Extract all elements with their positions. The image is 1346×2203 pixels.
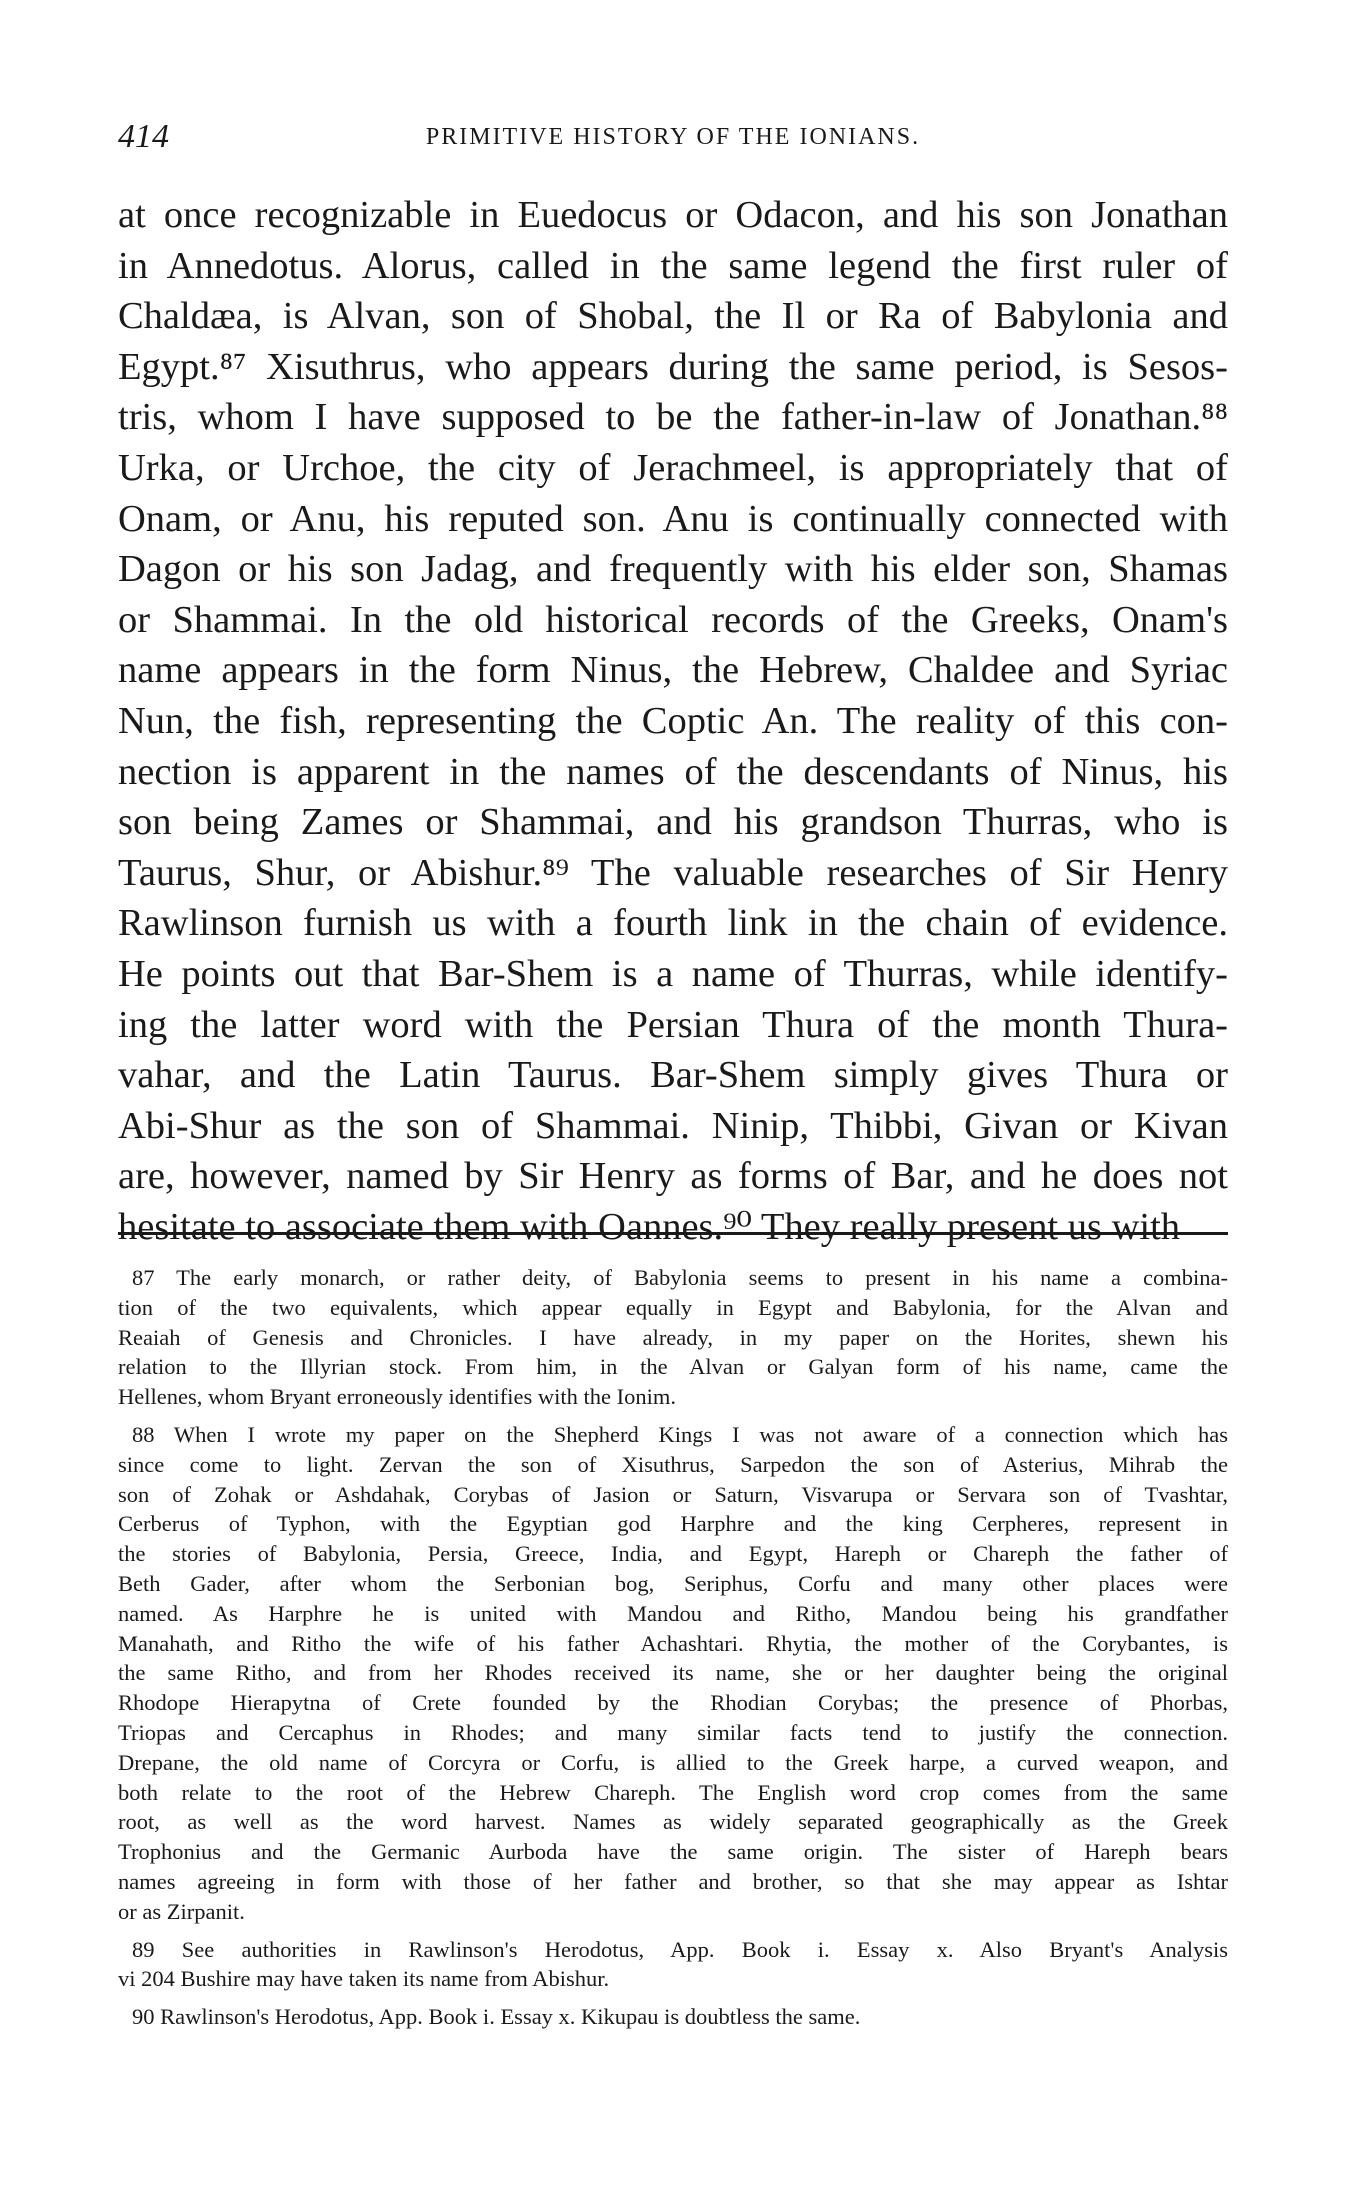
footnote-line: 90 Rawlinson's Herodotus, App. Book i. Essay x. Kikupau is doubtless the same. bbox=[132, 2004, 861, 2030]
text-line: hesitate to associate them with Oannes.⁹⁰ They really present us with bbox=[118, 1205, 1181, 1248]
footnote-divider bbox=[118, 1232, 1228, 1235]
text-line: in Annedotus. Alorus, called in the same legend the first ruler of bbox=[118, 244, 1228, 287]
footnote-line: Rhodope Hierapytna of Crete founded by the Rhodian Corybas; the presence of Phorbas, bbox=[118, 1690, 1228, 1716]
text-line: Urka, or Urchoe, the city of Jerachmeel, is appropriately that of bbox=[118, 446, 1228, 489]
footnote-90 bbox=[118, 2002, 1228, 2032]
footnote-line: the stories of Babylonia, Persia, Greece, India, and Egypt, Hareph or Chareph the father of bbox=[118, 1541, 1228, 1567]
text-line: Onam, or Anu, his reputed son. Anu is continually connected with bbox=[118, 497, 1228, 540]
text-line: He points out that Bar-Shem is a name of Thurras, while identify- bbox=[118, 952, 1228, 995]
text-line: Dagon or his son Jadag, and frequently with his elder son, Shamas bbox=[118, 548, 1228, 591]
text-line: Egypt.⁸⁷ Xisuthrus, who appears during the same period, is Sesos- bbox=[118, 345, 1228, 388]
footnote-line: since come to light. Zervan the son of Xisuthrus, Sarpedon the son of Asterius, Mihrab the bbox=[118, 1451, 1228, 1477]
footnote-line: root, as well as the word harvest. Names as widely separated geographically as the Greek bbox=[118, 1809, 1228, 1835]
footnote-line: both relate to the root of the Hebrew Chareph. The English word crop comes from the same bbox=[118, 1779, 1228, 1805]
footnotes bbox=[118, 1263, 1228, 2032]
footnote-88 bbox=[118, 1420, 1228, 1927]
footnote-line: Triopas and Cercaphus in Rhodes; and many similar facts tend to justify the connection. bbox=[118, 1719, 1228, 1745]
text-line: tris, whom I have supposed to be the father-in-law of Jonathan.⁸⁸ bbox=[118, 396, 1228, 439]
footnote-line: Manahath, and Ritho the wife of his father Achashtari. Rhytia, the mother of the Corybantes, is bbox=[118, 1630, 1228, 1656]
text-line: vahar, and the Latin Taurus. Bar-Shem simply gives Thura or bbox=[118, 1054, 1228, 1097]
running-title: PRIMITIVE HISTORY OF THE IONIANS. bbox=[425, 124, 921, 150]
text-line: Chaldæa, is Alvan, son of Shobal, the Il or Ra of Babylonia and bbox=[118, 295, 1228, 338]
footnote-89 bbox=[118, 1935, 1228, 1995]
footnote-line: 89 See authorities in Rawlinson's Herodotus, App. Book i. Essay x. Also Bryant's Analysis bbox=[132, 1936, 1228, 1962]
text-line: are, however, named by Sir Henry as forms of Bar, and he does not bbox=[118, 1155, 1228, 1198]
footnote-line: 87 The early monarch, or rather deity, of Babylonia seems to present in his name a combina- bbox=[132, 1265, 1228, 1290]
text-line: at once recognizable in Euedocus or Odacon, and his son Jonathan bbox=[118, 194, 1228, 236]
footnote-line: Drepane, the old name of Corcyra or Corfu, is allied to the Greek harpe, a curved weapon, and bbox=[118, 1749, 1228, 1775]
text-line: Nun, the fish, representing the Coptic An. The reality of this con- bbox=[118, 699, 1228, 742]
footnote-line: Beth Gader, after whom the Serbonian bog, Seriphus, Corfu and many other places were bbox=[118, 1570, 1228, 1596]
page-number: 414 bbox=[118, 118, 169, 155]
footnote-line: Hellenes, whom Bryant erroneously identifies with the Ionim. bbox=[118, 1384, 677, 1410]
footnote-line: son of Zohak or Ashdahak, Corybas of Jasion or Saturn, Visvarupa or Servara son of Tvashtar, bbox=[118, 1481, 1228, 1507]
main-text bbox=[118, 190, 1228, 1252]
text-line: or Shammai. In the old historical records of the Greeks, Onam's bbox=[118, 598, 1228, 641]
footnote-line: 88 When I wrote my paper on the Shepherd Kings I was not aware of a connection which has bbox=[132, 1421, 1228, 1447]
footnote-line: Trophonius and the Germanic Aurboda have the same origin. The sister of Hareph bears bbox=[118, 1839, 1228, 1865]
footnote-line: named. As Harphre he is united with Mandou and Ritho, Mandou being his grandfather bbox=[118, 1600, 1228, 1626]
footnote-line: or as Zirpanit. bbox=[118, 1898, 245, 1924]
text-line: Abi-Shur as the son of Shammai. Ninip, Thibbi, Givan or Kivan bbox=[118, 1104, 1228, 1147]
footnote-line: vi 204 Bushire may have taken its name from Abishur. bbox=[118, 1966, 610, 1992]
footnote-87 bbox=[118, 1263, 1228, 1412]
text-line: son being Zames or Shammai, and his grandson Thurras, who is bbox=[118, 801, 1228, 844]
text-line: ing the latter word with the Persian Thura of the month Thura- bbox=[118, 1003, 1228, 1046]
footnote-line: the same Ritho, and from her Rhodes received its name, she or her daughter being the original bbox=[118, 1660, 1228, 1686]
footnote-line: Cerberus of Typhon, with the Egyptian god Harphre and the king Cerpheres, represent in bbox=[118, 1511, 1228, 1537]
text-line: nection is apparent in the names of the descendants of Ninus, his bbox=[118, 750, 1228, 793]
footnote-line: relation to the Illyrian stock. From him, in the Alvan or Galyan form of his name, came the bbox=[118, 1354, 1228, 1380]
text-line: Taurus, Shur, or Abishur.⁸⁹ The valuable researches of Sir Henry bbox=[118, 851, 1228, 894]
text-line: name appears in the form Ninus, the Hebrew, Chaldee and Syriac bbox=[118, 649, 1228, 692]
footnote-line: tion of the two equivalents, which appear equally in Egypt and Babylonia, for the Alvan and bbox=[118, 1294, 1228, 1320]
footnote-line: names agreeing in form with those of her father and brother, so that she may appear as Ishtar bbox=[118, 1868, 1228, 1894]
page-header bbox=[118, 118, 1228, 158]
text-line: Rawlinson furnish us with a fourth link in the chain of evidence. bbox=[118, 902, 1228, 945]
footnote-line: Reaiah of Genesis and Chronicles. I have already, in my paper on the Horites, shewn his bbox=[118, 1324, 1228, 1350]
